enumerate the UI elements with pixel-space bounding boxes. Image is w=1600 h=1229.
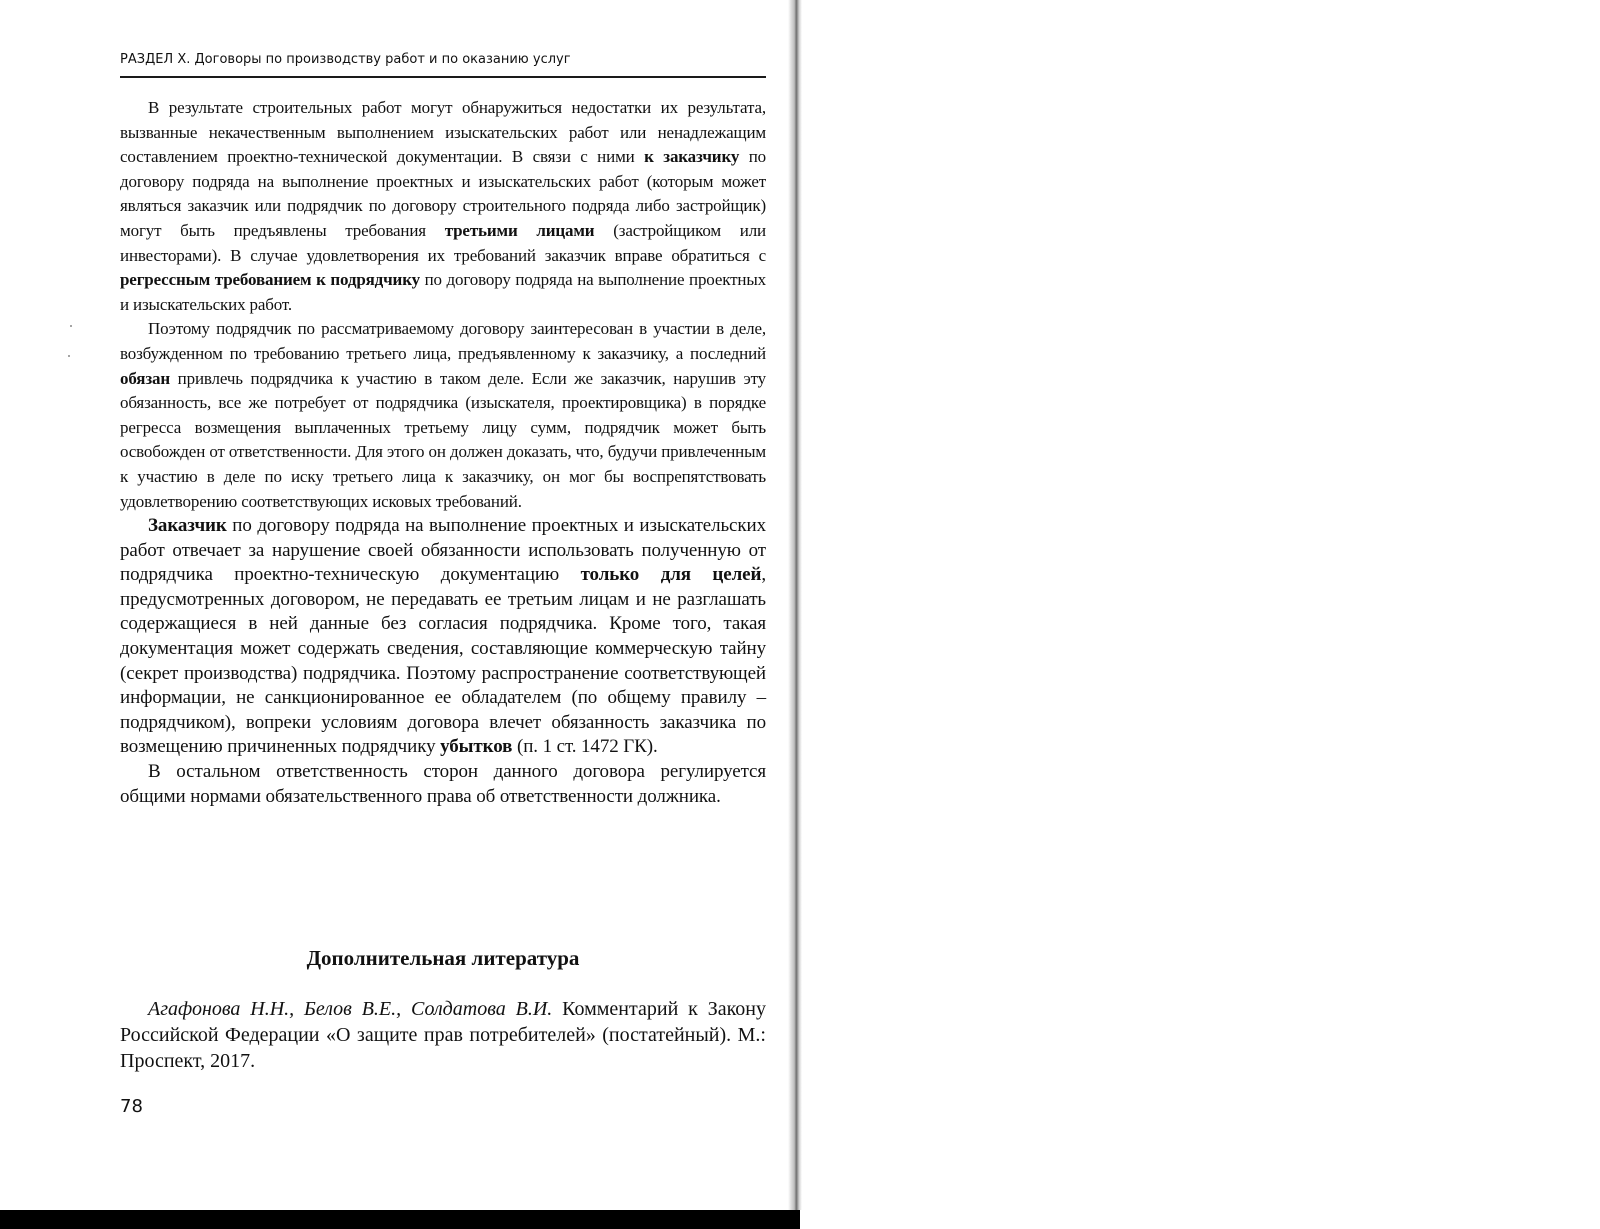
paragraph-1	[120, 96, 766, 317]
scan-speck	[68, 355, 70, 357]
literature-entry	[120, 996, 766, 1074]
text-run: , предусмотренных договором, не передавать ее третьим лицам и не разглашать содержащиеся в ней данные без согласия подрядчика. Кроме того, такая документация может содержать сведения, составляющие коммерческую тайну (секрет производства) подрядчика. Поэтому распространение соответствующей информации, не санкционированное ее обладателем (по общему правилу – подрядчиком), вопреки условиям договора влечет обязанность заказчика по возмещению причиненных подрядчику	[120, 564, 767, 758]
page-spine-shadow	[788, 0, 802, 1210]
bold-term: убытков	[440, 736, 513, 758]
text-run: (п. 1 ст. 1472 ГК).	[512, 736, 658, 758]
section-title: Дополнительная литература	[306, 946, 580, 970]
text-run: по договору подряда на выполнение проектных и изыскательских работ отвечает за нарушение своей обязанности использовать полученную от подрядчика проектно-техническую документацию	[120, 515, 766, 586]
paragraph-4	[120, 760, 766, 809]
text-run: по договору подряда на выполнение проектных и изыскательских работ (которым может являться заказчик или подрядчик по договору строительного подряда либо застройщик) могут быть предъявлены требования	[120, 147, 767, 240]
literature-citation: Комментарий к Закону Российской Федерации «О защите прав потребителей» (постатейный). М.: Проспект, 2017.	[120, 998, 766, 1072]
header-rule	[120, 76, 766, 78]
paragraph-3	[120, 514, 766, 760]
running-header: РАЗДЕЛ X. Договоры по производству работ и по оказанию услуг	[120, 52, 571, 67]
text-run: привлечь подрядчика к участию в таком деле. Если же заказчик, нарушив эту обязанность, все же потребует от подрядчика (изыскателя, проектировщика) в порядке регресса возмещения выплаченных третьему лицу сумм, подрядчик может быть освобожден от ответственности. Для этого он должен доказать, что, будучи привлеченным к участию в деле по иску третьего лица к заказчику, он мог бы воспрепятствовать удовлетворению соответствующих исковых требований.	[120, 368, 766, 511]
page-number: 78	[120, 1096, 143, 1117]
bold-term: третьими лицами	[444, 220, 595, 240]
scan-bottom-edge	[0, 1210, 800, 1229]
bold-term: регрессным требованием к подрядчику	[120, 270, 420, 290]
bold-term: только для целей	[580, 564, 762, 586]
text-run: В остальном ответственность сторон данного договора регулируется общими нормами обязательственного права об ответственности должника.	[120, 761, 766, 807]
paragraph-2	[120, 317, 766, 514]
literature-authors: Агафонова Н.Н., Белов В.Е., Солдатова В.И.	[148, 998, 553, 1020]
text-run: (застройщиком или инвесторами). В случае удовлетворения их требований заказчик вправе обратиться с	[120, 220, 767, 265]
text-run: по договору подряда на выполнение проектных и изыскательских работ.	[120, 270, 766, 314]
bold-term: обязан	[120, 368, 171, 388]
scan-speck	[70, 325, 72, 327]
bold-term: к заказчику	[644, 147, 740, 167]
book-page	[0, 0, 800, 1210]
text-run: Поэтому подрядчик по рассматриваемому договору заинтересован в участии в деле, возбужденном по требованию третьего лица, предъявленному к заказчику, а последний	[120, 319, 766, 363]
text-run: В результате строительных работ могут обнаружиться недостатки их результата, вызванные некачественным выполнением изыскательских работ или ненадлежащим составлением проектно-технической документации. В связи с ними	[120, 98, 766, 167]
body-text	[120, 96, 766, 809]
bold-term: Заказчик	[148, 515, 227, 537]
